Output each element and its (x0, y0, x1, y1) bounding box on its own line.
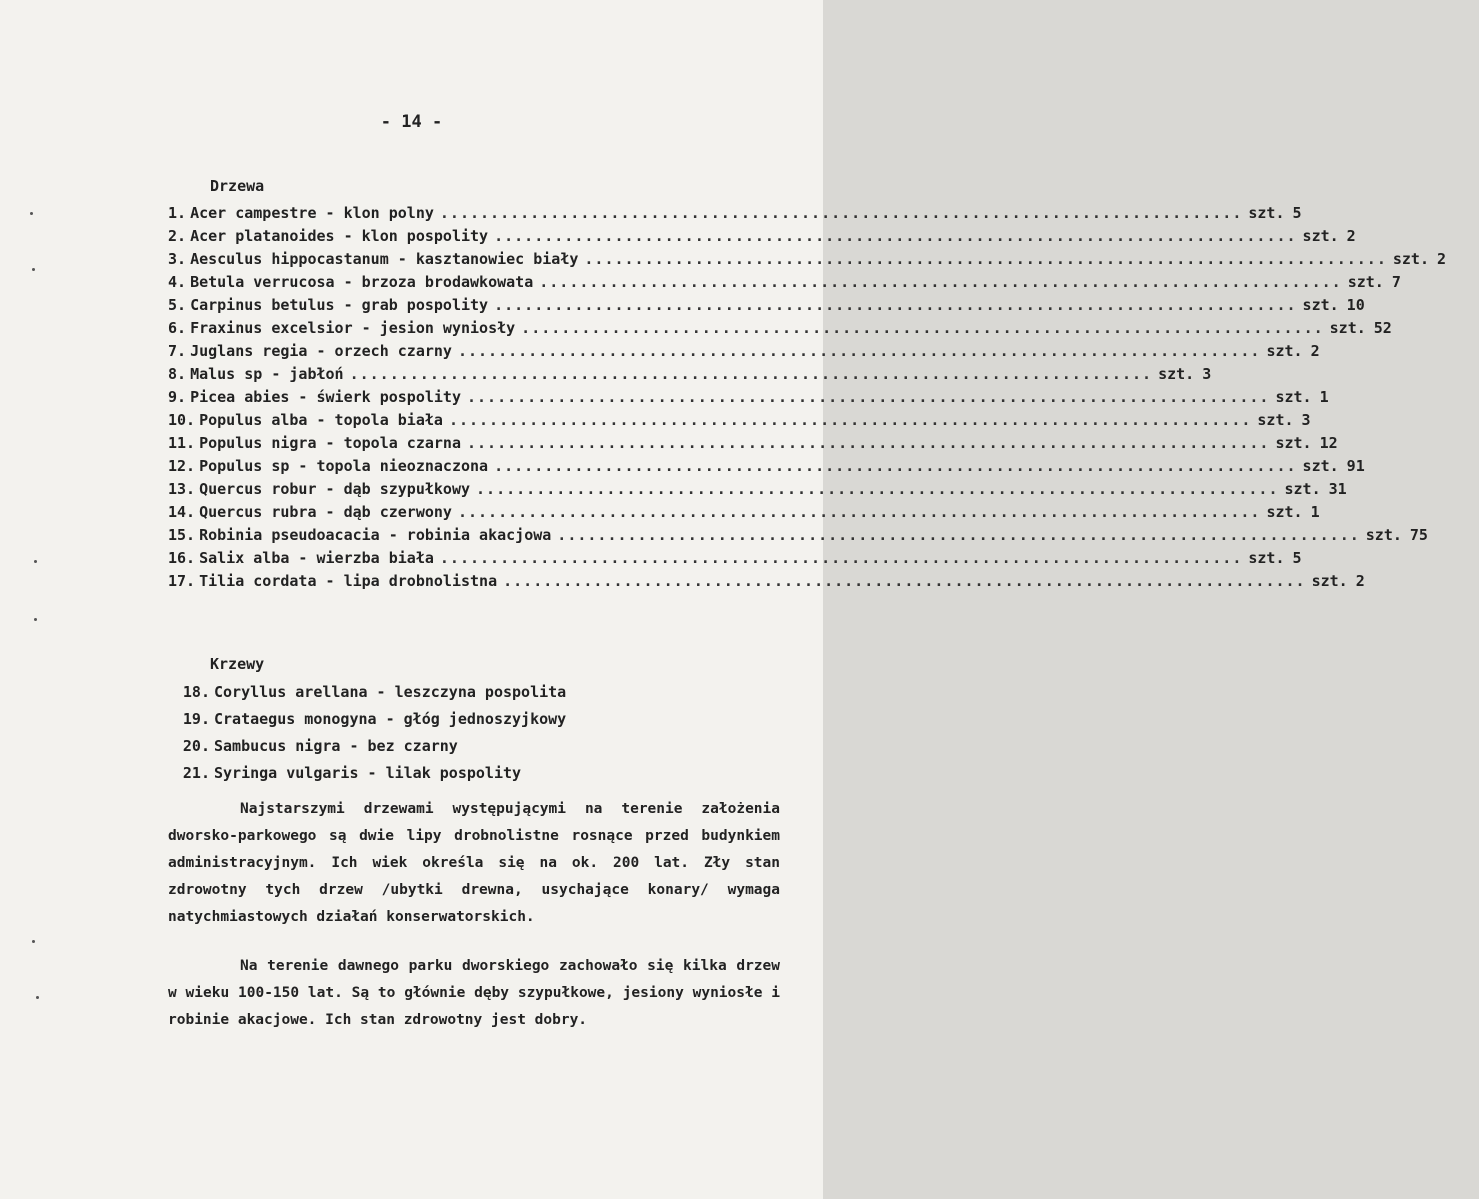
list-item (168, 572, 1365, 595)
item-name: Fraxinus excelsior - jesion wyniosły (190, 319, 516, 337)
item-name: Acer campestre - klon polny (190, 204, 434, 222)
list-item (168, 457, 1365, 480)
item-name: Sambucus nigra - bez czarny (214, 737, 458, 755)
list-item (168, 526, 1428, 549)
item-name: Aesculus hippocastanum - kasztanowiec biały (190, 250, 579, 268)
scan-speck (34, 560, 37, 563)
item-name: Populus alba - topola biała (199, 411, 443, 429)
item-quantity: 1 (1319, 388, 1329, 406)
item-unit: szt. (1302, 457, 1339, 475)
list-item (168, 764, 758, 791)
item-quantity: 2 (1355, 572, 1365, 590)
trees-list (168, 204, 1447, 595)
page-number: - 14 - (380, 112, 443, 132)
item-unit: szt. (1302, 227, 1339, 245)
leader-dots: ................................................................................ (439, 204, 1243, 222)
item-unit: szt. (1392, 250, 1429, 268)
item-name: Populus nigra - topola czarna (199, 434, 461, 452)
leader-dots: ................................................................................ (467, 388, 1270, 406)
leader-dots: ................................................................................ (494, 296, 1297, 314)
item-name: Robinia pseudoacacia - robinia akacjowa (199, 526, 552, 544)
list-item (168, 503, 1320, 526)
list-item (168, 480, 1347, 503)
item-number: 5. (168, 296, 187, 314)
leader-dots: ................................................................................ (439, 549, 1243, 567)
item-number: 21. (182, 764, 210, 782)
list-item (168, 227, 1356, 250)
item-name: Quercus robur - dąb szypułkowy (199, 480, 471, 498)
item-number: 6. (168, 319, 187, 337)
item-name: Syringa vulgaris - lilak pospolity (214, 764, 522, 782)
item-quantity: 75 (1409, 526, 1428, 544)
leader-dots: ................................................................................ (557, 526, 1360, 544)
item-name: Juglans regia - orzech czarny (190, 342, 452, 360)
list-item (168, 319, 1392, 342)
item-unit: szt. (1257, 411, 1294, 429)
list-item (168, 737, 758, 764)
leader-dots: ................................................................................ (539, 273, 1342, 291)
item-unit: szt. (1266, 503, 1303, 521)
item-quantity: 2 (1310, 342, 1320, 360)
item-name: Salix alba - wierzba biała (199, 549, 434, 567)
item-name: Betula verrucosa - brzoza brodawkowata (190, 273, 534, 291)
item-number: 12. (168, 457, 196, 475)
item-quantity: 1 (1310, 503, 1320, 521)
item-number: 9. (168, 388, 187, 406)
item-unit: szt. (1347, 273, 1384, 291)
trees-heading: Drzewa (210, 177, 265, 195)
shrubs-heading: Krzewy (210, 655, 265, 673)
item-number: 11. (168, 434, 196, 452)
item-quantity: 3 (1301, 411, 1311, 429)
item-unit: szt. (1311, 572, 1348, 590)
list-item (168, 250, 1447, 273)
item-unit: szt. (1302, 296, 1339, 314)
item-quantity: 5 (1292, 204, 1302, 222)
list-item (168, 683, 758, 710)
item-quantity: 2 (1346, 227, 1356, 245)
item-name: Tilia cordata - lipa drobnolistna (199, 572, 498, 590)
item-number: 16. (168, 549, 196, 567)
item-unit: szt. (1365, 526, 1402, 544)
paragraph-park-trees: Na terenie dawnego parku dworskiego zachowało się kilka drzew w wieku 100-150 lat. Są to głównie dęby szypułkowe, jesiony wyniosłe i robinie akacjowe. Ich stan zdrowotny jest dobry. (168, 958, 780, 1028)
item-unit: szt. (1266, 342, 1303, 360)
item-name: Carpinus betulus - grab pospolity (190, 296, 489, 314)
item-quantity: 52 (1373, 319, 1392, 337)
leader-dots: ................................................................................ (494, 457, 1297, 475)
item-number: 2. (168, 227, 187, 245)
item-number: 1. (168, 204, 187, 222)
leader-dots: ................................................................................ (503, 572, 1306, 590)
item-name: Quercus rubra - dąb czerwony (199, 503, 452, 521)
item-quantity: 3 (1202, 365, 1212, 383)
leader-dots: ................................................................................ (349, 365, 1153, 383)
scan-speck (32, 940, 35, 943)
list-item (168, 549, 1302, 572)
list-item (168, 434, 1338, 457)
leader-dots: ................................................................................ (584, 250, 1387, 268)
item-name: Picea abies - świerk pospolity (190, 388, 461, 406)
item-unit: szt. (1275, 388, 1312, 406)
scan-speck (36, 996, 39, 999)
item-quantity: 91 (1346, 457, 1365, 475)
item-number: 10. (168, 411, 196, 429)
item-unit: szt. (1158, 365, 1195, 383)
item-number: 8. (168, 365, 187, 383)
list-item (168, 273, 1401, 296)
item-quantity: 2 (1436, 250, 1447, 268)
list-item (168, 411, 1311, 434)
item-quantity: 12 (1319, 434, 1338, 452)
leader-dots: ................................................................................ (476, 480, 1279, 498)
leader-dots: ................................................................................ (521, 319, 1324, 337)
leader-dots: ................................................................................ (448, 411, 1252, 429)
shrubs-list (168, 683, 758, 791)
item-name: Acer platanoides - klon pospolity (190, 227, 489, 245)
leader-dots: ................................................................................ (457, 342, 1261, 360)
leader-dots: ................................................................................ (457, 503, 1261, 521)
item-number: 17. (168, 572, 196, 590)
item-number: 4. (168, 273, 187, 291)
list-item (168, 204, 1302, 227)
item-number: 19. (182, 710, 210, 728)
item-quantity: 7 (1391, 273, 1401, 291)
item-number: 18. (182, 683, 210, 701)
list-item (168, 710, 758, 737)
item-unit: szt. (1329, 319, 1366, 337)
item-number: 7. (168, 342, 187, 360)
item-name: Malus sp - jabłoń (190, 365, 344, 383)
leader-dots: ................................................................................ (494, 227, 1297, 245)
item-quantity: 31 (1328, 480, 1347, 498)
leader-dots: ................................................................................ (467, 434, 1270, 452)
item-number: 3. (168, 250, 187, 268)
list-item (168, 365, 1212, 388)
item-number: 15. (168, 526, 196, 544)
list-item (168, 388, 1329, 411)
item-number: 14. (168, 503, 196, 521)
item-number: 20. (182, 737, 210, 755)
scan-speck (30, 212, 33, 215)
item-quantity: 5 (1292, 549, 1302, 567)
item-number: 13. (168, 480, 196, 498)
item-name: Crataegus monogyna - głóg jednoszyjkowy (214, 710, 567, 728)
scan-speck (34, 618, 37, 621)
item-unit: szt. (1248, 549, 1285, 567)
item-name: Populus sp - topola nieoznaczona (199, 457, 489, 475)
scan-speck (32, 268, 35, 271)
list-item (168, 342, 1320, 365)
paragraph-oldest-trees: Najstarszymi drzewami występującymi na terenie założenia dworsko-parkowego są dwie lipy drobnolistne rosnące przed budynkiem administracyjnym. Ich wiek określa się na ok. 200 lat. Zły stan zdrowotny tych drzew /ubytki drewna, usychające konary/ wymaga natychmiastowych działań konserwatorskich. (168, 801, 780, 925)
item-unit: szt. (1284, 480, 1321, 498)
item-unit: szt. (1248, 204, 1285, 222)
item-quantity: 10 (1346, 296, 1365, 314)
item-unit: szt. (1275, 434, 1312, 452)
list-item (168, 296, 1365, 319)
item-name: Coryllus arellana - leszczyna pospolita (214, 683, 567, 701)
